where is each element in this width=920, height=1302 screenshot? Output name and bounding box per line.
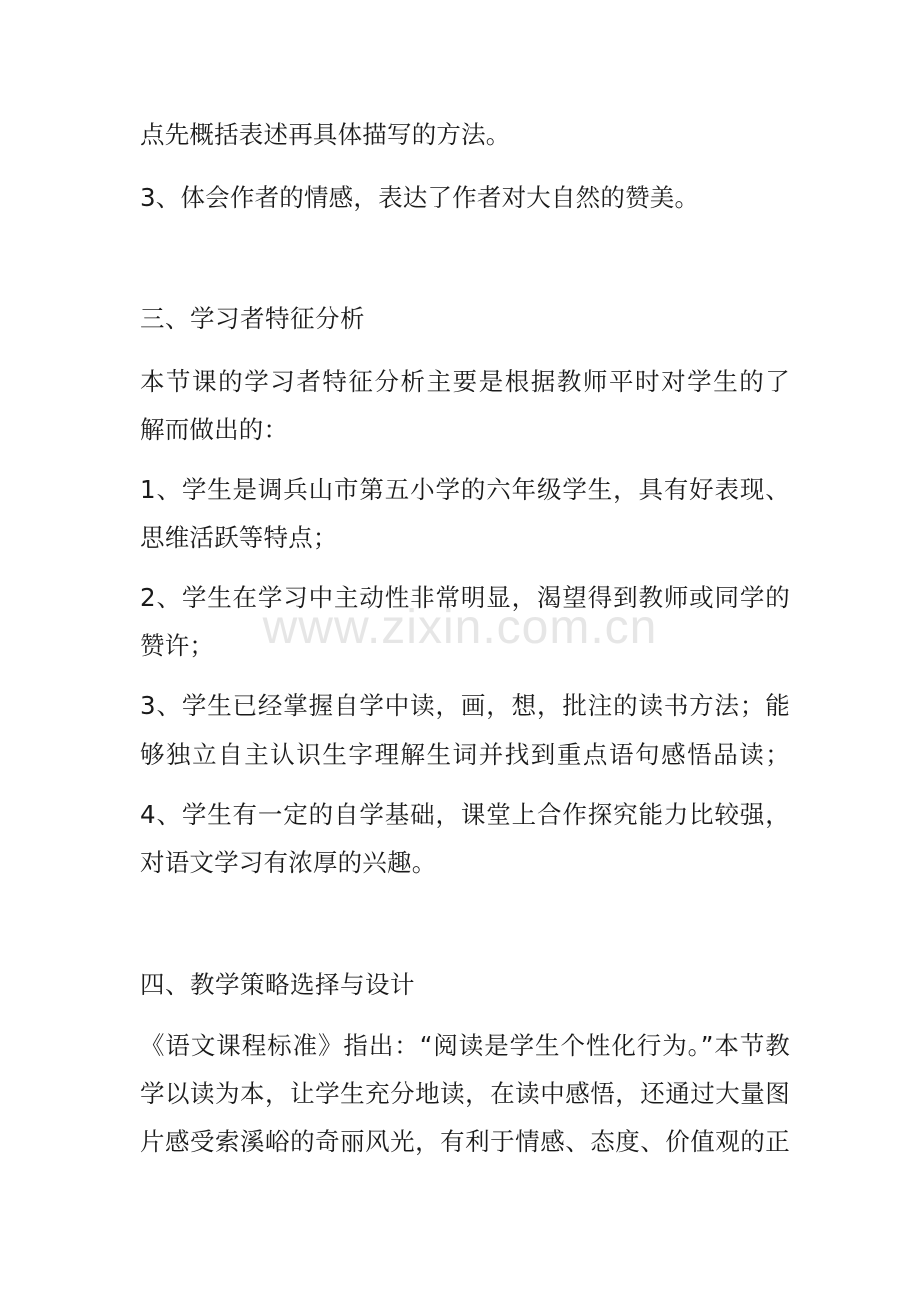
text-line: 够独立自主认识生字理解生词并找到重点语句感悟品读； [140, 740, 790, 769]
strategy-paragraph-line: 学以读为本，让学生充分地读，在读中感悟，还通过大量图 [140, 1079, 790, 1108]
learner-item-1: 1、学生是调兵山市第五小学的六年级学生，具有好表现、 [140, 475, 790, 504]
section-heading-learner-analysis: 三、学习者特征分析 [140, 304, 365, 333]
text-line: 本节课的学习者特征分析主要是根据教师平时对学生的了 [140, 367, 790, 396]
text-line: 对语文学习有浓厚的兴趣。 [140, 848, 437, 877]
learner-item-2: 2、学生在学习中主动性非常明显，渴望得到教师或同学的 [140, 583, 790, 612]
text-line: 赞许； [140, 631, 215, 660]
section-heading-teaching-strategy: 四、教学策略选择与设计 [140, 970, 415, 999]
strategy-paragraph-line: 片感受索溪峪的奇丽风光，有利于情感、态度、价值观的正 [140, 1127, 790, 1156]
text-line: 点先概括表述再具体描写的方法。 [140, 120, 511, 149]
strategy-paragraph-line: 《语文课程标准》指出：“阅读是学生个性化行为。”本节教 [140, 1031, 790, 1060]
learner-item-3: 3、学生已经掌握自学中读，画，想，批注的读书方法；能 [140, 691, 790, 720]
watermark-text: www.zixin.com.cn [262, 601, 658, 654]
objective-item-3: 3、体会作者的情感，表达了作者对大自然的赞美。 [140, 183, 700, 212]
text-line: 解而做出的： [140, 415, 289, 444]
learner-item-4: 4、学生有一定的自学基础，课堂上合作探究能力比较强， [140, 800, 790, 829]
text-line: 思维活跃等特点； [140, 523, 338, 552]
